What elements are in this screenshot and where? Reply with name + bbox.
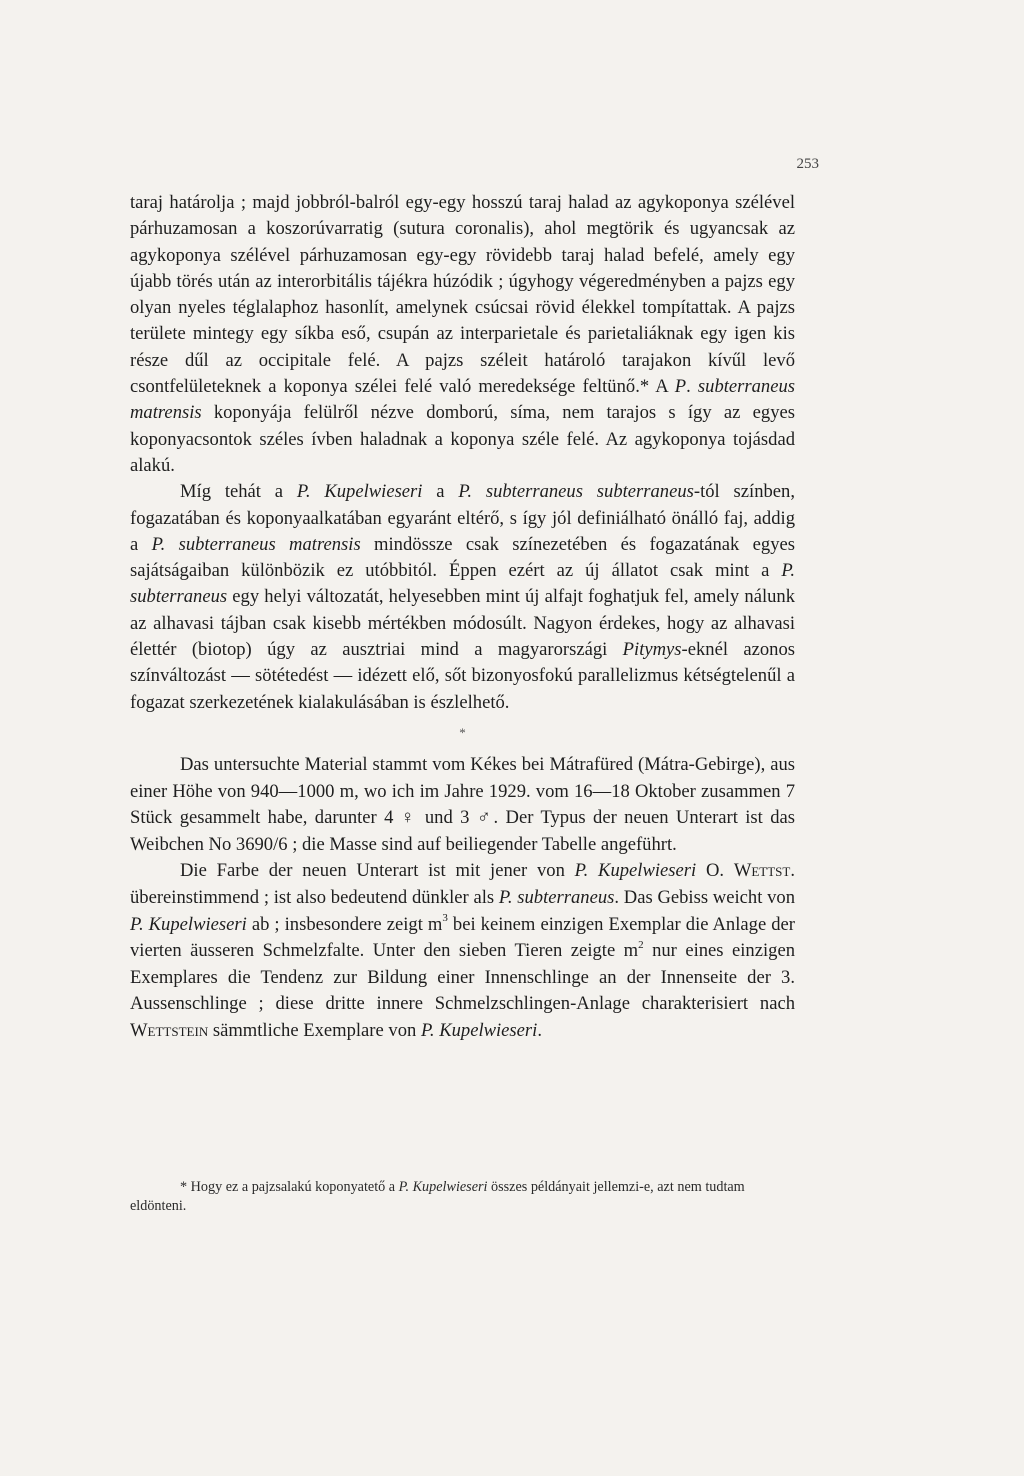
hungarian-paragraph-1 [130,190,795,479]
german-paragraph-2 [130,858,795,1044]
german-paragraph-1 [130,752,795,858]
text-run: Das untersuchte Material stammt vom Kékes bei Mátrafüred (Mátra-Gebirge), aus einer Höhe von 940—1000 m, wo ich im Jahre 1929. vom 16—18 Oktober zusammen 7 Stück gesammelt habe, darunter 4 ♀ und 3 ♂. Der Typus der neuen Unterart ist das Weibchen No 3690/6 ; die Masse sind auf beiliegender Tabelle angeführt. [130,753,795,855]
page-number: 253 [796,156,819,172]
superscript-run: 2 [638,938,644,951]
text-run: taraj határolja ; majd jobbról-balról egy-egy hosszú taraj halad az agykoponya szélével párhuzamosan a koszorúvarratig (sutura coronalis), ahol megtörik és ugyancsak az agykoponya szélével párhuzamosan egy-egy rövidebb taraj halad befelé, amely egy újabb törés után az interorbitális tájékra húzódik ; úgyhogy végeredményben a pajzs egy olyan nyeles téglalaphoz hasonlít, amelynek csúcsai rövid élekkel tompítattak. A pajzs területe mintegy egy síkba eső, csupán az interparietale és parietaliáknak egy igen kis része dűl az occipitale felé. A pajzs széleit határoló tarajakon kívűl levő csontfelületeknek a koponya szélei felé való meredeksége feltünő.* A [130,192,795,398]
text-run: sämmtliche Exemplare von [208,1019,421,1041]
text-run: -eknél azonos színváltozást — sötétedést — idézett elő, sőt bizonyosfokú parallelizmus kétségtelenűl a fogazat szerkezetének kialakulásában is észlelhető. [130,639,795,713]
text-run: -tól színben, fogazatában és koponyaalkatában egyaránt eltérő, s így jól definiálható önálló faj, addig a [130,481,795,555]
italic-run: P. Kupelwieseri [574,860,697,882]
text-run: egy helyi változatát, helyesebben mint új alfajt foghatjuk fel, amely nálunk az alhavasi tájban csak kisebb mértékben módosúlt. Nagyon érdekes, hogy az alhavasi élettér (biotop) úgy az ausztriai mind a magyarországi [130,586,795,661]
section-separator: * [459,724,466,740]
german-section [130,752,795,1045]
italic-run: P. subterraneus matrensis [151,533,361,555]
hungarian-paragraph-2 [130,479,795,716]
italic-run: P. subterraneus [498,886,615,908]
italic-run: P [674,376,687,398]
text-run: koponyája felülről nézve domború, síma, nem tarajos s így az egyes koponyacsontok széles ívben haladnak a koponya széle felé. Az agykoponya tojásdad alakú. [130,402,795,476]
text-run: összes példányait jellemzi-e, azt nem tudtam eldönteni. [130,1179,745,1214]
text-run: . übereinstimmend ; ist also bedeutend dünkler als [130,860,796,908]
text-run: bei keinem einzigen Exemplar die Anlage der vierten äusseren Schmelzfalte. Unter den sieben Tieren zeigte m [130,913,795,962]
small-caps-run: Wettstein [130,1019,209,1041]
text-run: mindössze csak színezetében és fogazatának egyes sajátságaiban különbözik ez utóbbitól. Éppen ezért az új állatot csak mint a [130,533,795,582]
text-run: . Das Gebiss weicht von [614,886,796,908]
superscript-run: 3 [442,912,448,925]
text-run: O. [696,860,734,882]
text-run: . [537,1019,542,1041]
text-run: Míg tehát a [180,481,297,503]
text-run: Die Farbe der neuen Unterart ist mit jener von [180,860,575,882]
text-run: ab ; insbesondere zeigt m [246,913,443,935]
italic-run: Pitymys [622,639,682,661]
text-run: * Hogy ez a pajzsalakú koponyatető a [180,1179,399,1195]
text-run: . [686,376,698,398]
italic-run: P. Kupelwieseri [398,1179,488,1195]
italic-run: P. Kupelwieseri [420,1019,538,1041]
footnote-text [130,1178,795,1216]
text-run: nur eines einzigen Exemplares die Tendenz zur Bildung einer Innenschlinge an der Innenseite der 3. Aussenschlinge ; diese dritte innere Schmelzschlingen-Anlage charakterisiert nach [130,940,795,1015]
body-text [130,190,795,1044]
italic-run: subterraneus matrensis [130,376,796,424]
italic-run: P. Kupelwieseri [130,913,247,935]
italic-run: P. Kupelwieseri [296,481,423,503]
italic-run: P. subterraneus [130,560,795,608]
small-caps-run: Wettst [733,860,791,882]
footnote [130,1178,795,1216]
italic-run: P. subterraneus subterraneus [458,481,694,503]
text-run: a [422,481,459,503]
